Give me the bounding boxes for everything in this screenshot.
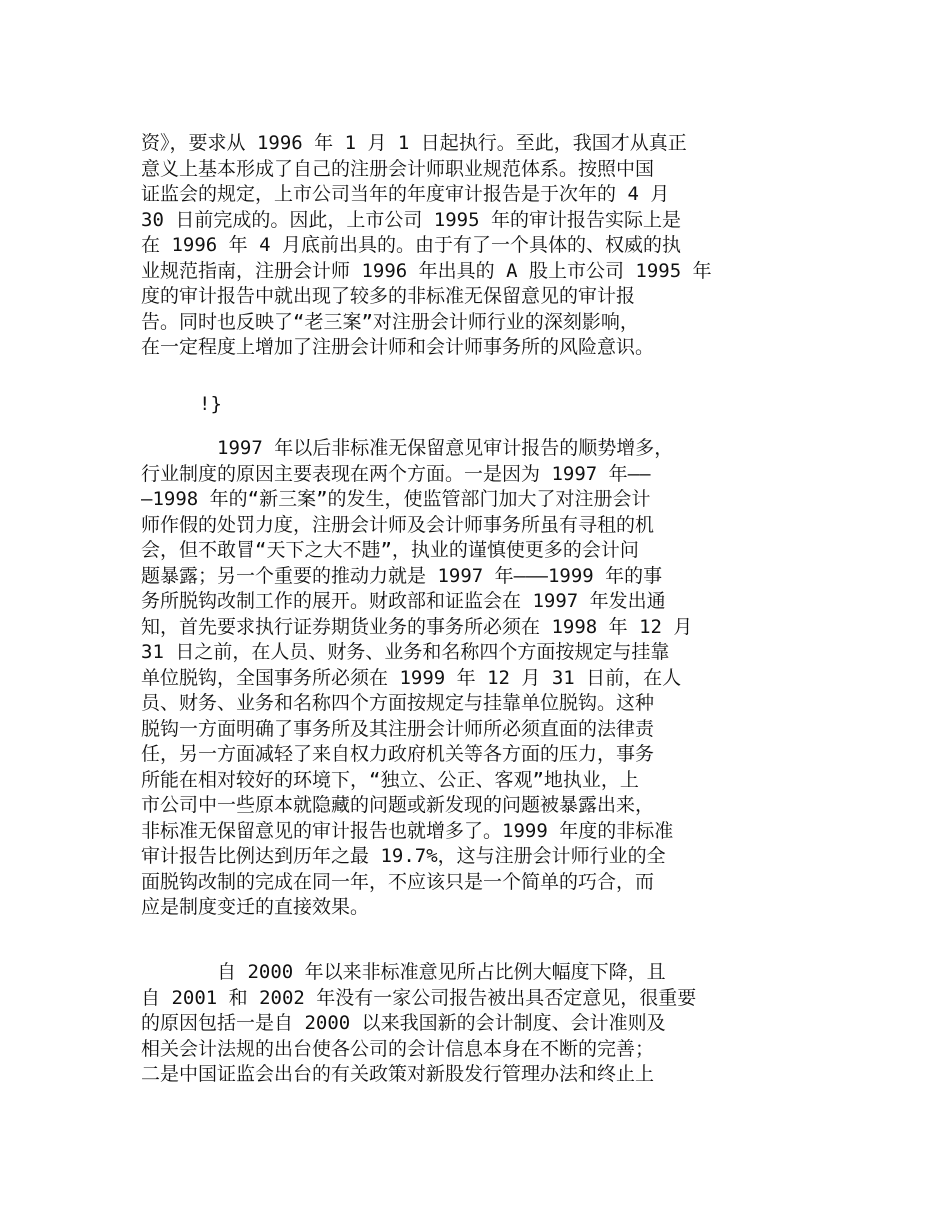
text-line: 应是制度变迁的直接效果。 — [141, 896, 370, 918]
text-line: 二是中国证监会出台的有关政策对新股发行管理办法和终止上 — [141, 1063, 655, 1085]
text-line: 业规范指南，注册会计师 1996 年出具的 A 股上市公司 1995 年 — [141, 259, 712, 282]
paragraph-3 — [141, 960, 751, 1088]
stray-mark — [199, 392, 259, 418]
text-line: 脱钩一方面明确了事务所及其注册会计师所必须直面的法律责 — [141, 717, 655, 740]
text-line: 单位脱钩，全国事务所必须在 1999 年 12 月 31 日前，在人 — [141, 666, 682, 689]
stray-mark-text: !} — [199, 393, 222, 415]
text-line: 务所脱钩改制工作的展开。财政部和证监会在 1997 年发出通 — [141, 590, 666, 612]
text-line: 知，首先要求执行证券期货业务的事务所必须在 1998 年 12 月 — [141, 615, 693, 638]
text-line: 员、财务、业务和名称四个方面按规定与挂靠单位脱钩。这种 — [141, 692, 655, 714]
text-line: 面脱钩改制的完成在同一年，不应该只是一个简单的巧合，而 — [141, 870, 655, 893]
text-line: 30 日前完成的。因此，上市公司 1995 年的审计报告实际上是 — [141, 208, 681, 231]
text-line: 意义上基本形成了自己的注册会计师职业规范体系。按照中国 — [141, 157, 655, 180]
text-line: 证监会的规定，上市公司当年的年度审计报告是于次年的 4 月 — [141, 183, 670, 205]
text-line: 资》，要求从 1996 年 1 月 1 日起执行。至此，我国才从真正 — [141, 132, 687, 154]
text-line: 会，但不敢冒“天下之大不韪”，执业的谨慎使更多的会计问 — [141, 539, 639, 561]
text-line: 题暴露；另一个重要的推动力就是 1997 年———1999 年的事 — [141, 564, 663, 587]
text-line: 的原因包括一是自 2000 以来我国新的会计制度、会计准则及 — [141, 1012, 666, 1034]
text-line: 所能在相对较好的环境下，“独立、公正、客观”地执业，上 — [141, 768, 639, 791]
text-line: 自 2000 年以来非标准意见所占比例大幅度下降，且 — [141, 961, 666, 983]
text-line: 行业制度的原因主要表现在两个方面。一是因为 1997 年—— — [141, 462, 651, 485]
text-line: 审计报告比例达到历年之最 19.7%，这与注册会计师行业的全 — [141, 845, 666, 867]
text-line: 师作假的处罚力度，注册会计师及会计师事务所虽有寻租的机 — [141, 513, 655, 536]
text-line: 相关会计法规的出台使各公司的会计信息本身在不断的完善； — [141, 1037, 655, 1060]
text-line: 1997 年以后非标准无保留意见审计报告的顺势增多， — [141, 437, 674, 459]
text-line: 度的审计报告中就出现了较多的非标准无保留意见的审计报 — [141, 285, 636, 307]
text-line: 非标准无保留意见的审计报告也就增多了。1999 年度的非标准 — [141, 819, 674, 842]
text-line: 自 2001 和 2002 年没有一家公司报告被出具否定意见，很重要 — [141, 986, 697, 1009]
text-line: 告。同时也反映了“老三案”对注册会计师行业的深刻影响， — [141, 310, 639, 333]
paragraph-1 — [141, 131, 751, 361]
text-line: —1998 年的“新三案”的发生，使监管部门加大了对注册会计 — [141, 488, 651, 510]
text-line: 31 日之前，在人员、财务、业务和名称四个方面按规定与挂靠 — [141, 641, 670, 663]
paragraph-2 — [141, 436, 751, 921]
text-line: 在 1996 年 4 月底前出具的。由于有了一个具体的、权威的执 — [141, 234, 681, 256]
text-line: 在一定程度上增加了注册会计师和会计师事务所的风险意识。 — [141, 336, 655, 358]
text-line: 任，另一方面减轻了来自权力政府机关等各方面的压力，事务 — [141, 743, 655, 765]
text-line: 市公司中一些原本就隐藏的问题或新发现的问题被暴露出来， — [141, 794, 655, 816]
